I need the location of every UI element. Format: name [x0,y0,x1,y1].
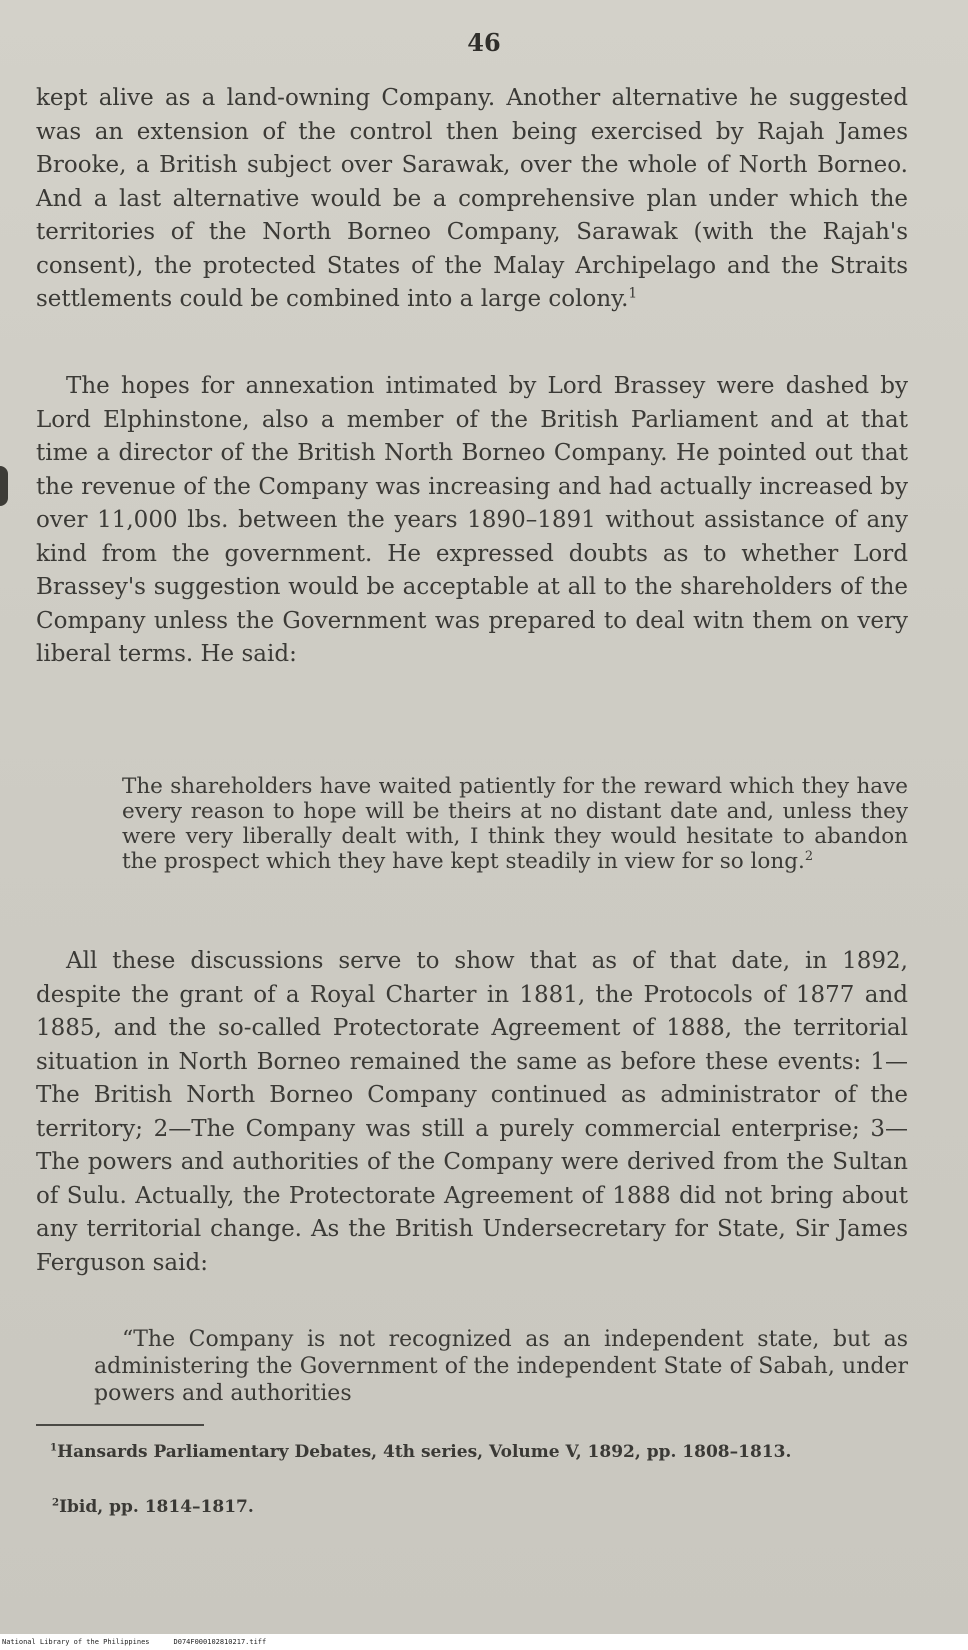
footnote-2-text: Ibid, pp. 1814–1817. [59,1497,254,1517]
scan-caption [2,1638,266,1646]
footnote-1 [36,1440,908,1464]
page-edge-mark [0,466,8,506]
block-quote-2: “The Company is not recognized as an independent state, but as administering the Government of the independent State of Sabah, under powers and authorities [94,1327,908,1406]
page-number: 46 [467,28,501,57]
scan-file: D074F000102810217.tiff [173,1638,267,1646]
paragraph-2: The hopes for annexation intimated by Lord Brassey were dashed by Lord Elphinstone, also a member of the British Parliament and at that time a director of the British North Borneo Company. He pointed out that the revenue of the Company was increasing and had actually increased by over 11,000 lbs. between the years 1890–1891 without assistance of any kind from the government. He expressed doubts as to whether Lord Brassey's suggestion would be acceptable at all to the shareholders of the Company unless the Government was prepared to deal witn them on very liberal terms. He said: [36,373,908,667]
block-quote-1 [122,774,908,874]
scan-library: National Library of the Philippines [2,1638,150,1646]
block-quote-1-text: The shareholders have waited patiently for the reward which they have every reason to hope will be theirs at no distant date and, unless they were very liberally dealt with, I think they would hesitate to abandon the prospect which they have kept steadily in view for so long. [122,774,908,874]
paragraph-1-text: kept alive as a land-owning Company. Another alternative he suggested was an extension of the control then being exercised by Rajah James Brooke, a British subject over Sarawak, over the whole of North Borneo. And a last alternative would be a comprehensive plan under which the territories of the North Borneo Company, Sarawak (with the Rajah's consent), the protected States of the Malay Archipelago and the Straits settlements could be combined into a large colony. [36,85,908,312]
footnote-ref-2: 2 [804,848,814,864]
footnote-2-mark: 2 [52,1496,60,1509]
paragraph-3: All these discussions serve to show that as of that date, in 1892, despite the grant of a Royal Charter in 1881, the Protocols of 1877 and 1885, and the so-called Protectorate Agreement of 1888, the territorial situation in North Borneo remained the same as before these events: 1—The British North Borneo Company continued as administrator of the territory; 2—The Company was still a purely commercial enterprise; 3—The powers and authorities of the Company were derived from the Sultan of Sulu. Actually, the Protectorate Agreement of 1888 did not bring about any territorial change. As the British Undersecretary for State, Sir James Ferguson said: [36,948,908,1276]
paragraph-1 [36,82,908,317]
footnote-1-mark: 1 [50,1441,58,1454]
footnote-1-text: Hansards Parliamentary Debates, 4th series, Volume V, 1892, pp. 1808–1813. [57,1442,792,1462]
footnote-ref-1: 1 [628,285,638,302]
footnote-divider [36,1424,204,1426]
footnote-2 [52,1495,924,1519]
